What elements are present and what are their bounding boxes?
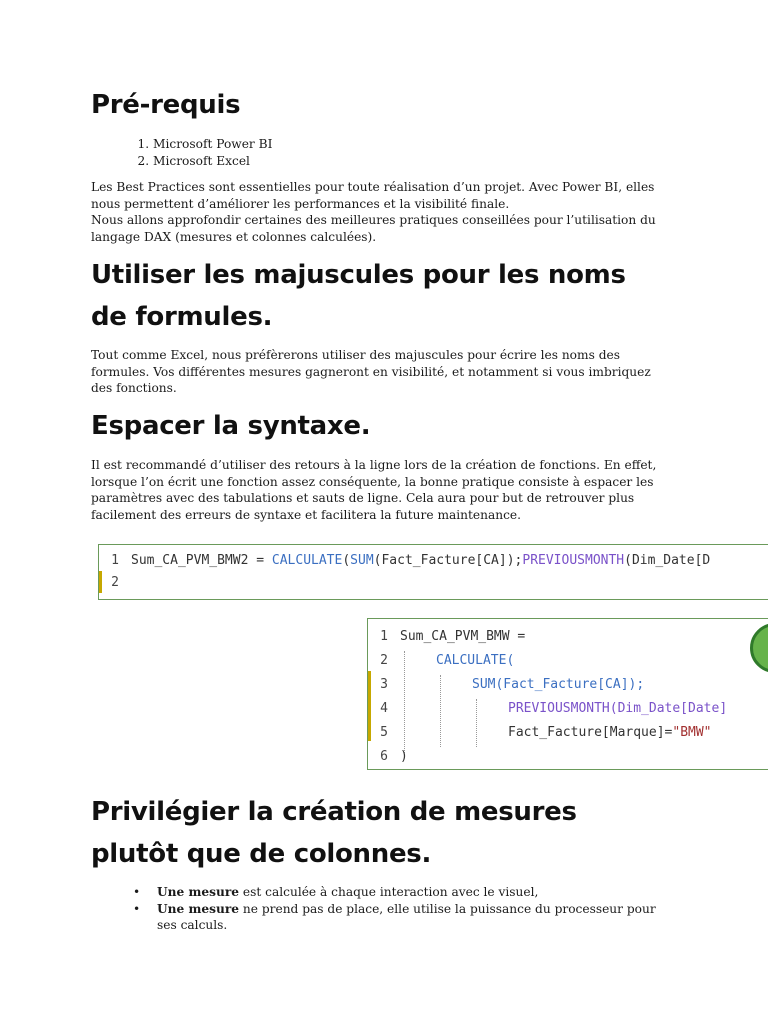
list-item: 1. Microsoft Power BI	[153, 136, 272, 153]
heading-majuscules	[91, 254, 691, 338]
code-snippet-single-line	[98, 544, 768, 600]
code-line: 2	[111, 575, 119, 590]
code-line: 3 SUM(Fact_Facture[CA]);	[380, 677, 645, 692]
code-line: 2 CALCULATE(	[380, 653, 515, 668]
heading-line: Privilégier la création de mesures	[91, 797, 577, 827]
code-line: 5 Fact_Facture[Marque]="BMW"	[380, 725, 712, 740]
list-item: • Une mesure est calculée à chaque interaction avec le visuel,	[157, 884, 671, 901]
paragraph-dax: Nous allons approfondir certaines des meilleures pratiques conseillées pour l’utilisation du langage DAX (mesures et colonnes calculées).	[91, 213, 656, 244]
heading-line: de formules.	[91, 302, 273, 332]
code-snippet-multiline	[367, 618, 768, 770]
list-item: • Une mesure ne prend pas de place, elle utilise la puissance du processeur pour ses calculs.	[157, 901, 671, 934]
code-line: 1 Sum_CA_PVM_BMW2 = CALCULATE(SUM(Fact_Facture[CA]);PREVIOUSMONTH(Dim_Date[D	[111, 553, 711, 568]
paragraph-majuscules: Tout comme Excel, nous préfèrerons utiliser des majuscules pour écrire les noms des formules. Vos différentes mesures gagneront en visibilité, et notamment si vous imbriquez des fonctions.	[91, 348, 651, 395]
paragraph-best-practices: Les Best Practices sont essentielles pour toute réalisation d’un projet. Avec Power BI, elles nous permettent d’améliorer les performances et la visibilité finale.	[91, 180, 655, 211]
heading-prerequis: Pré-requis	[91, 90, 241, 120]
code-line: 4 PREVIOUSMONTH(Dim_Date[Date]	[380, 701, 728, 716]
heading-line: plutôt que de colonnes.	[91, 839, 432, 869]
prereq-list	[91, 136, 272, 169]
format-check-icon	[750, 623, 768, 673]
code-line: 1 Sum_CA_PVM_BMW =	[380, 629, 526, 644]
paragraph-espacer: Il est recommandé d’utiliser des retours à la ligne lors de la création de fonctions. En effet, lorsque l’on écrit une fonction assez conséquente, la bonne pratique consiste à espacer les paramètres avec des tabulations et sauts de ligne. Cela aura pour but de retrouver plus facilement des erreurs de syntaxe et facilitera la future maintenance.	[91, 458, 657, 522]
list-item: 2. Microsoft Excel	[153, 153, 272, 170]
mesures-list	[91, 884, 671, 934]
heading-line: Utiliser les majuscules pour les noms	[91, 260, 626, 290]
heading-espacer: Espacer la syntaxe.	[91, 411, 371, 441]
heading-mesures	[91, 791, 691, 875]
code-line: 6 )	[380, 749, 408, 764]
